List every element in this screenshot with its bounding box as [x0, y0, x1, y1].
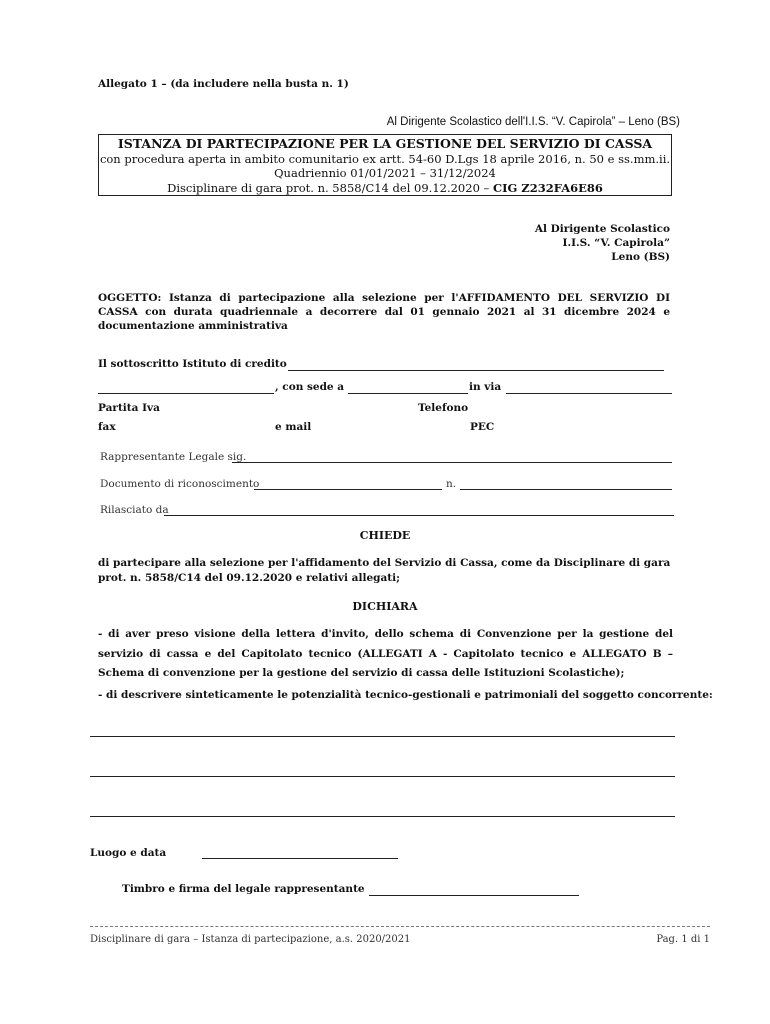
- rilasciato-label: Rilasciato da: [100, 504, 169, 516]
- disciplinare-ref: Disciplinare di gara prot. n. 5858/C14 del 09.12.2020 –: [167, 180, 493, 195]
- rappresentante-field[interactable]: [232, 462, 672, 463]
- page-number: Pag. 1 di 1: [656, 934, 710, 945]
- footer-divider: [90, 926, 710, 927]
- pec-label: PEC: [470, 421, 495, 433]
- recipient-line-3: Leno (BS): [611, 251, 670, 263]
- recipient-line-1: Al Dirigente Scolastico: [534, 223, 670, 235]
- description-line-2[interactable]: [90, 776, 675, 777]
- chiede-body: di partecipare alla selezione per l'affidamento del Servizio di Cassa, come da Disciplinare di gara prot. n. 5858/C14 del 09.12.2020 e relativi allegati;: [98, 557, 671, 584]
- sede-field[interactable]: [348, 393, 468, 394]
- oggetto-paragraph: OGGETTO: Istanza di partecipazione alla selezione per l'AFFIDAMENTO DEL SERVIZIO DI CASSA con durata quadriennale a decorrere dal 01 gennaio 2021 al 31 dicembre 2024 e documentazione amministrativa: [98, 292, 670, 332]
- telefono-label: Telefono: [418, 402, 469, 414]
- disciplinare-line: [99, 181, 671, 196]
- istituto-field-cont[interactable]: [98, 393, 274, 394]
- timbro-firma-label: Timbro e firma del legale rappresentante: [122, 883, 365, 895]
- footer-text: Disciplinare di gara – Istanza di partecipazione, a.s. 2020/2021: [90, 934, 411, 945]
- recipient-block: [535, 222, 670, 264]
- rilasciato-field[interactable]: [164, 515, 674, 516]
- istituto-field[interactable]: [288, 370, 664, 371]
- rappresentante-label: Rappresentante Legale sig.: [100, 451, 247, 463]
- documento-field[interactable]: [254, 489, 442, 490]
- firma-field[interactable]: [369, 895, 579, 896]
- header-recipient: Al Dirigente Scolastico dell'I.I.S. “V. Capirola” – Leno (BS): [386, 116, 680, 128]
- title-box: [98, 134, 672, 196]
- istituto-label: Il sottoscritto Istituto di credito: [98, 358, 287, 370]
- allegato-label: Allegato 1 – (da includere nella busta n. 1): [98, 78, 349, 90]
- luogo-data-field[interactable]: [202, 858, 398, 859]
- description-line-3[interactable]: [90, 816, 675, 817]
- dichiara-heading: DICHIARA: [352, 600, 418, 613]
- numero-label: n.: [446, 478, 457, 490]
- description-line-1[interactable]: [90, 736, 675, 737]
- period-line: Quadriennio 01/01/2021 – 31/12/2024: [274, 166, 496, 180]
- sede-label: , con sede a: [275, 381, 345, 393]
- dichiara-item-1: - di aver preso visione della lettera d'invito, dello schema di Convenzione per la gestione del servizio di cassa e del Capitolato tecnico (ALLEGATI A - Capitolato tecnico e ALLEGATO B – Schema di convenzione per la gestione del servizio di cassa delle Istituzioni Scolastiche);: [98, 628, 673, 679]
- luogo-data-label: Luogo e data: [90, 847, 167, 859]
- piva-label: Partita Iva: [98, 402, 160, 414]
- recipient-line-2: I.I.S. “V. Capirola”: [562, 237, 670, 249]
- documento-label: Documento di riconoscimento: [100, 478, 260, 490]
- procedure-line: con procedura aperta in ambito comunitario ex artt. 54-60 D.Lgs 18 aprile 2016, n. 50 e ss.mm.ii.: [99, 151, 671, 166]
- cig-code: CIG Z232FA6E86: [492, 180, 603, 195]
- via-field[interactable]: [506, 393, 672, 394]
- chiede-heading: CHIEDE: [359, 529, 411, 542]
- numero-field[interactable]: [460, 489, 672, 490]
- document-title: ISTANZA DI PARTECIPAZIONE PER LA GESTIONE DEL SERVIZIO DI CASSA: [117, 136, 653, 151]
- email-label: e mail: [275, 421, 312, 433]
- via-label: in via: [469, 381, 502, 393]
- fax-label: fax: [98, 421, 116, 433]
- dichiara-item-2: - di descrivere sinteticamente le potenzialità tecnico-gestionali e patrimoniali del soggetto concorrente:: [98, 689, 713, 701]
